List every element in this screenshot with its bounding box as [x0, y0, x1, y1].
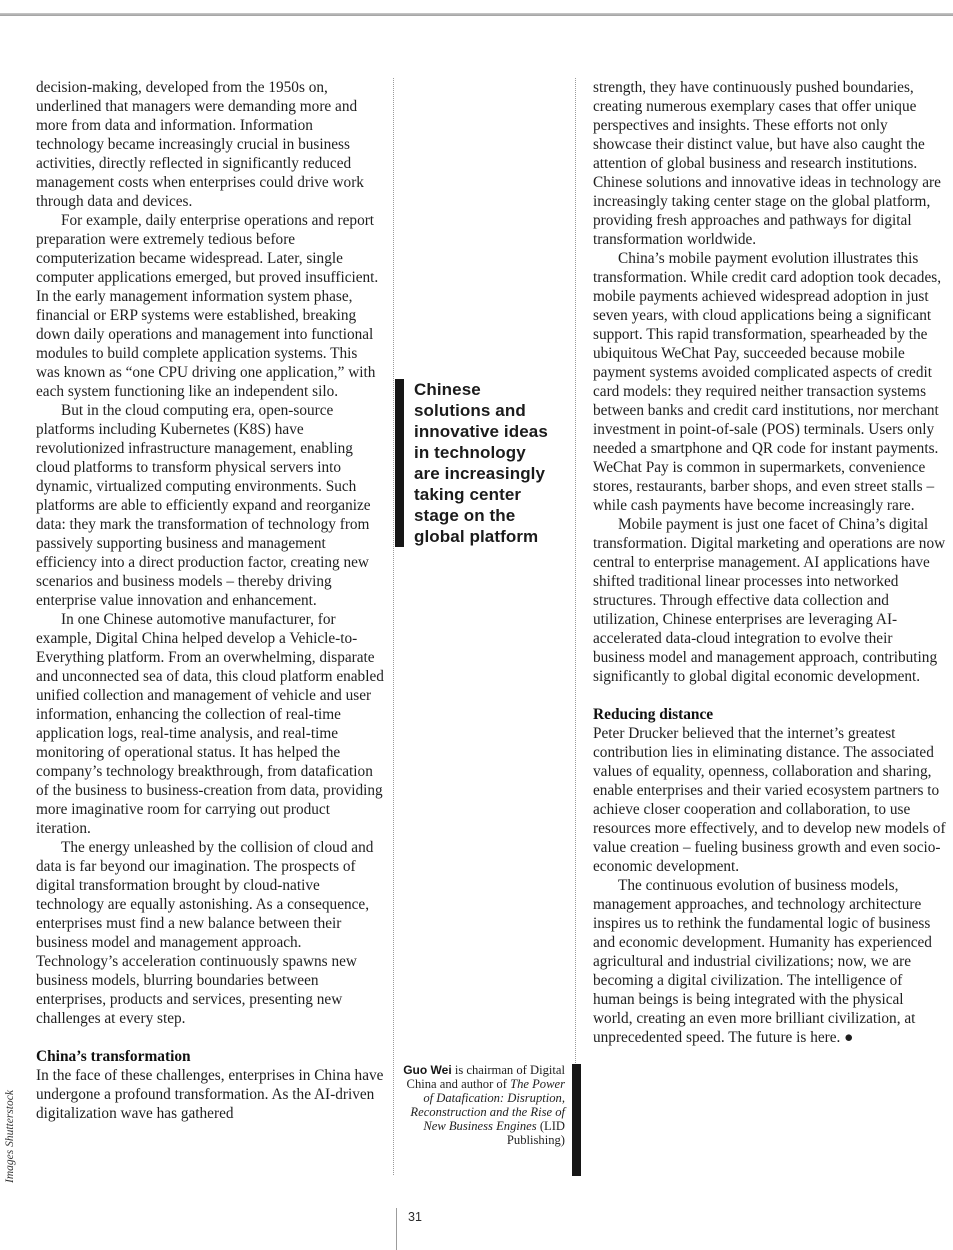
bio-accent-bar [572, 1064, 581, 1176]
body-paragraph: strength, they have continuously pushed boundaries, creating numerous exemplary cases that offer unique perspectives and insights. These efforts not only showcase their distinct value, but have also caught the attention of global business and research institutions. Chinese solutions and innovative ideas in technology are increasingly taking center stage on the global platform, providing fresh approaches and pathways for digital transformation worldwide. [593, 79, 941, 248]
page-edge-line [0, 13, 953, 16]
pull-quote-line: in technology [414, 443, 526, 462]
pull-quote-line: Chinese [414, 380, 481, 399]
column-separator-right [575, 78, 576, 1175]
body-paragraph: But in the cloud computing era, open-source platforms including Kubernetes (K8S) have revolutionized infrastructure management, enabling cloud platforms to transform physical servers into dynamic, virtualized computing environments. Such platforms are able to efficiently expand and reorganize data: they mark the transformation of technology from passively supporting business and management efficiency into a direct production factor, creating new scenarios and business models – thereby driving enterprise value innovation and enhancement. [36, 402, 371, 609]
author-name: Guo Wei [403, 1063, 452, 1077]
column-separator-left [393, 78, 394, 1175]
pull-quote-line: solutions and [414, 401, 526, 420]
author-bio [396, 1063, 565, 1147]
section-heading-reducing-distance: Reducing distance [593, 706, 714, 723]
body-paragraph: The energy unleashed by the collision of cloud and data is far beyond our imagination. The prospects of digital transformation brought by cloud-native technology are equally astonishing. As a consequence, enterprises must find a new balance between their business model and management approach. Technology’s acceleration continuously spawns new business models, blurring boundaries between enterprises, products and services, presenting new challenges at every step. [36, 839, 374, 1027]
body-paragraph: In one Chinese automotive manufacturer, for example, Digital China helped develop a Vehicle-to-Everything platform. From an overwhelming, disparate and unconnected sea of data, this cloud platform enabled unified collection and management of vehicle and user information, enhancing the collection of real-time application logs, real-time analysis, and real-time monitoring of operational status. It has helped the company’s technology breakthrough, from datafication of the business to business-creation from data, providing more imaginative room for carrying out product iteration. [36, 611, 384, 837]
body-paragraph: For example, daily enterprise operations and report preparation were extremely tedious before computerization became widespread. Later, single computer applications emerged, but proved insufficient. In the early management information system phase, financial or ERP systems were established, breaking down daily operations and management into functional modules to build complete application systems. This was known as “one CPU driving one application,” with each system functioning like an independent silo. [36, 212, 379, 400]
pull-quote [395, 379, 564, 547]
pull-quote-line: innovative ideas [414, 422, 548, 441]
body-paragraph: Mobile payment is just one facet of China’s digital transformation. Digital marketing and operations are now central to enterprise management. AI applications have shifted traditional linear processes into networked structures. Through effective data collection and utilization, Chinese enterprises are leveraging AI-accelerated data-cloud integration to evolve their business model and management approach, contributing significantly to global digital economic development. [593, 516, 946, 685]
pull-quote-line: stage on the [414, 506, 516, 525]
body-paragraph: decision-making, developed from the 1950s on, underlined that managers were demanding more and more from data and information. Information technology became increasingly crucial in business activities, directly reflected in significantly reduced management costs when enterprises could drive work through data and devices. [36, 79, 364, 210]
book-title: The Power of Datafication: Disruption, Reconstruction and the Rise of New Business Engines [410, 1077, 565, 1133]
body-paragraph: Peter Drucker believed that the internet’s greatest contribution lies in eliminating distance. The associated values of equality, openness, collaboration and sharing, enable enterprises and their varied ecosystem partners to achieve closer cooperation and collaboration, to use resources more effectively, and to develop new models of value creation – fueling business growth and even socio-economic development. [593, 725, 946, 875]
pull-quote-line: taking center [414, 485, 522, 504]
folio-rule [396, 1208, 397, 1250]
left-column [36, 78, 384, 1123]
bio-text: is chairman of Digital China and author of [406, 1063, 565, 1091]
body-paragraph: The continuous evolution of business models, management approaches, and technology architecture inspires us to rethink the fundamental logic of business and economic development. Humanity has experienced agricultural and industrial civilizations; now, we are becoming a digital civilization. The intelligence of human beings is being integrated with the physical world, creating an even more brilliant civilization, at unprecedented speed. The future is here. ● [593, 877, 932, 1046]
pull-quote-line: are increasingly [414, 464, 546, 483]
body-paragraph: In the face of these challenges, enterprises in China have undergone a profound transformation. As the AI-driven digitalization wave has gathered [36, 1067, 384, 1122]
pull-quote-line: global platform [414, 527, 539, 546]
image-credit: Images Shutterstock [4, 1090, 16, 1183]
page-number: 31 [408, 1210, 422, 1224]
right-column [593, 78, 946, 1047]
body-paragraph: China’s mobile payment evolution illustrates this transformation. While credit card adoption took decades, mobile payments achieved widespread adoption in just seven years, with cloud applications being a significant support. This rapid transformation, spearheaded by the ubiquitous WeChat Pay, succeeded because mobile payment systems avoided complicated aspects of credit card models: they required neither transaction systems between banks and credit card institutions, nor merchant investment in point-of-sale (POS) terminals. Users only needed a smartphone and QR code for instant payments. WeChat Pay is common in supermarkets, convenience stores, restaurants, barber shops, and even street stalls – while cash payments have become increasingly rare. [593, 250, 942, 514]
bio-text: (LID Publishing) [506, 1119, 565, 1147]
section-heading-chinas-transformation: China’s transformation [36, 1048, 191, 1065]
